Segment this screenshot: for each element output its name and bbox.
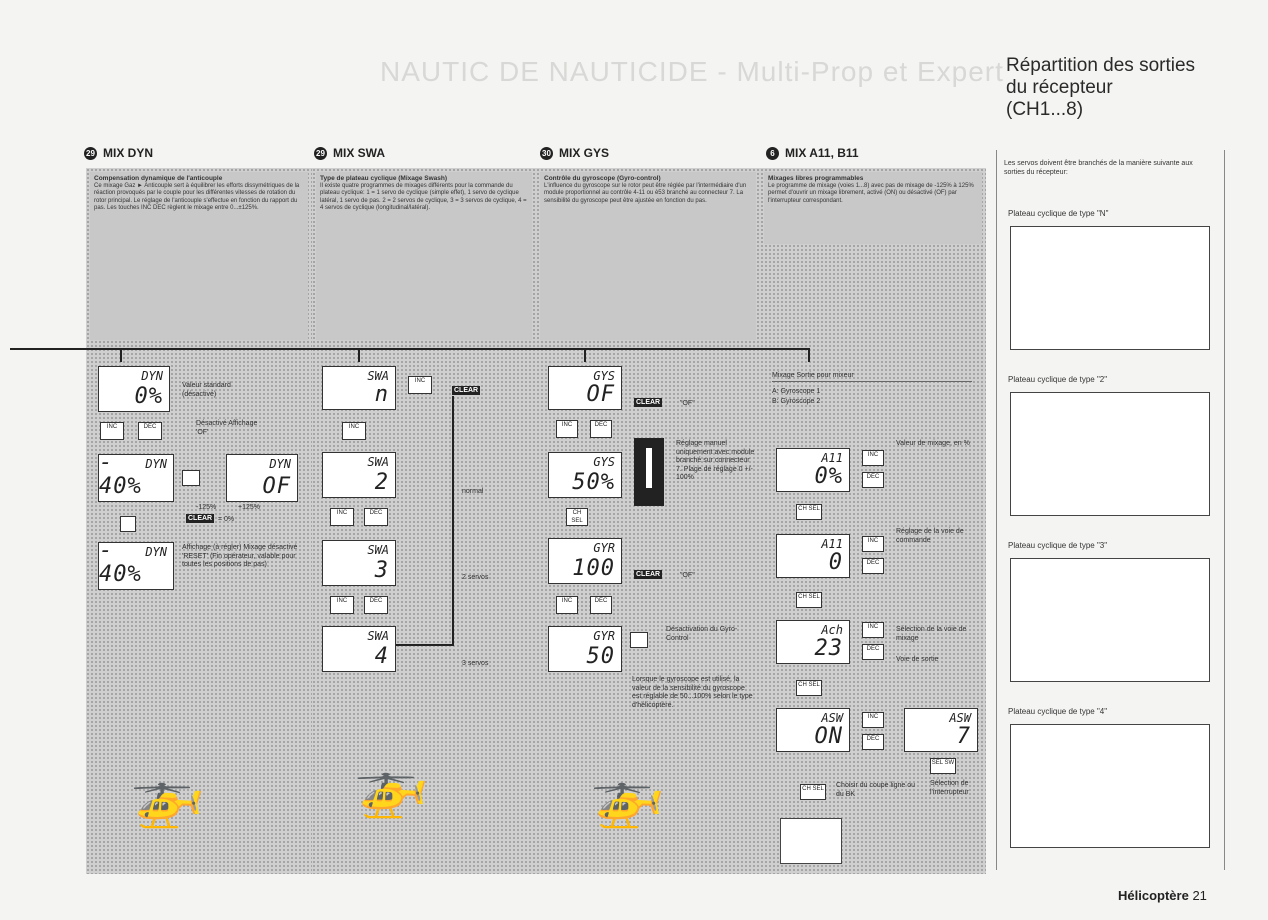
- clear-button[interactable]: CLEAR: [636, 399, 661, 406]
- lcd-label: ASW: [949, 711, 971, 725]
- inc-button[interactable]: INC: [556, 420, 578, 438]
- chsel-button[interactable]: CH SEL: [800, 784, 826, 800]
- inc-button[interactable]: INC: [330, 508, 354, 526]
- note-standard-value: Valeur standard (désactivé): [182, 382, 231, 398]
- inc-button[interactable]: INC: [556, 596, 578, 614]
- dec-button[interactable]: DEC: [862, 558, 884, 574]
- footer-page-number: 21: [1192, 888, 1207, 903]
- sidebar-title: [1006, 55, 1195, 121]
- note-deactivated: Désactivé Affichage 'OF': [196, 420, 258, 436]
- lcd-display-gys-2: [548, 452, 622, 498]
- flow-drop-gys: [584, 348, 586, 362]
- lcd-label: Ach: [821, 623, 843, 637]
- inc-button[interactable]: INC: [862, 712, 884, 728]
- lcd-display-swa-4: [322, 626, 396, 672]
- lcd-value: 4: [374, 644, 389, 669]
- lcd-value: 100: [572, 556, 615, 581]
- lcd-display-a11-3: [776, 620, 850, 664]
- flow-loop-line: [452, 396, 454, 644]
- sidebar-right-border: [1224, 150, 1225, 870]
- column-title: MIX SWA: [333, 146, 386, 160]
- note-2-servos: 2 servos: [462, 574, 489, 581]
- dec-button[interactable]: DEC: [862, 644, 884, 660]
- chsel-button[interactable]: CH SEL: [566, 508, 588, 526]
- lcd-value: 50: [586, 644, 615, 669]
- sidebar-title-line-2: du récepteur: [1006, 77, 1113, 98]
- lcd-label: A11: [821, 451, 843, 465]
- lcd-display-gys-4: [548, 626, 622, 672]
- note-gyro-usage: Lorsque le gyroscope est utilisé, la valeur de la sensibilité du gyroscope est réglable de 50...100% selon le type d'hélicoptère.: [632, 676, 753, 709]
- description-subtitle: Mixages libres programmables: [768, 175, 864, 182]
- lcd-value: OF: [262, 474, 291, 499]
- lcd-label: DYN: [269, 457, 291, 471]
- sidebar-title-line-3: (CH1...8): [1006, 99, 1084, 120]
- flow-drop-dyn: [120, 348, 122, 362]
- lcd-label: GYS: [593, 455, 615, 469]
- inc-button[interactable]: INC: [100, 422, 124, 440]
- lcd-display-swa-1: [322, 366, 396, 410]
- toggle-button[interactable]: [630, 632, 648, 648]
- proportional-slider-module[interactable]: [634, 438, 664, 506]
- plate-type-2-label: Plateau cyclique de type "2": [1008, 375, 1108, 384]
- footer-section: Hélicoptère: [1118, 888, 1189, 903]
- inc-button[interactable]: INC: [342, 422, 366, 440]
- lcd-label: GYS: [593, 369, 615, 383]
- column-header-mix-gys: [540, 146, 609, 160]
- section-number-badge: 29: [84, 147, 97, 160]
- chsel-button[interactable]: CH SEL: [796, 680, 822, 696]
- note-off: "OF": [680, 400, 695, 407]
- description-text: Le programme de mixage (voies 1...8) avec pas de mixage de -125% à 125% permet d'ouvrir un mixage librement, activé (ON) ou désactivé (OF) par l'interrupteur correspondant.: [768, 182, 974, 204]
- inc-button[interactable]: INC: [330, 596, 354, 614]
- toggle-button[interactable]: [182, 470, 200, 486]
- lcd-value: OF: [586, 382, 615, 407]
- plate-type-n-label: Plateau cyclique de type "N": [1008, 209, 1109, 218]
- lcd-display-swa-2: [322, 452, 396, 498]
- flow-main-line: [10, 348, 810, 350]
- lcd-value: n: [374, 382, 389, 407]
- slider-track: [646, 448, 652, 488]
- blank-display: [780, 818, 842, 864]
- description-text: Ce mixage Gaz ► Anticouple sert à équilibrer les efforts dissymétriques de la réaction provoqués par le couple pour les différentes vitesses de rotation du rotor principal. Le réglage de l'anticouple s'effectue en fonction du rapport du pas. Les touches INC DEC règlent le mixage entre 0...±125%.: [94, 182, 300, 211]
- dec-button[interactable]: DEC: [138, 422, 162, 440]
- reset-key-button[interactable]: [120, 516, 136, 532]
- description-subtitle: Compensation dynamique de l'anticouple: [94, 175, 223, 182]
- section-number-badge: 29: [314, 147, 327, 160]
- flow-drop-a11: [808, 348, 810, 362]
- lcd-display-a11-4: [776, 708, 850, 752]
- lcd-display-a11-5: [904, 708, 978, 752]
- lcd-display-dyn-1: [98, 366, 170, 412]
- helicopter-illustration: 🚁: [354, 752, 429, 819]
- lcd-value: ON: [814, 724, 843, 749]
- note-zero-value: = 0%: [218, 516, 235, 523]
- receiver-wiring-diagram-3: [1010, 558, 1210, 682]
- column-title: MIX GYS: [559, 146, 610, 160]
- note-mix-channel: Sélection de la voie de mixage: [896, 626, 967, 642]
- receiver-wiring-diagram-2: [1010, 392, 1210, 516]
- inc-button[interactable]: INC: [862, 536, 884, 552]
- dec-button[interactable]: DEC: [590, 420, 612, 438]
- description-text: Il existe quatre programmes de mixages différents pour la commande du plateau cyclique: 1 = 1 servo de cyclique (simple effet), 1 servo de cyclique latéral, 1 servo de pas. 2 = 2 servos de cyclique, 3 = 3 servos de cyclique, 4 = 4 servos de cyclique (longitudinal/latéral).: [320, 182, 527, 211]
- note-mix-value: Valeur de mixage, en %: [896, 440, 970, 447]
- clear-button[interactable]: CLEAR: [636, 571, 661, 578]
- note-max-value: +125%: [238, 504, 260, 511]
- lcd-value: - 40%: [99, 450, 142, 499]
- lcd-label: SWA: [367, 369, 389, 383]
- lcd-display-dyn-3: [226, 454, 298, 502]
- section-number-badge: 6: [766, 147, 779, 160]
- chsel-button[interactable]: CH SEL: [796, 504, 822, 520]
- sidebar-divider: [996, 150, 997, 870]
- plate-type-3-label: Plateau cyclique de type "3": [1008, 541, 1108, 550]
- sidebar-intro-text: Les servos doivent être branchés de la manière suivante aux sorties du récepteur:: [1004, 160, 1193, 176]
- note-reset-description: Affichage (à régler) Mixage désactivé 'RESET' (Fin opérateur, valable pour toutes les positions de pas): [182, 544, 298, 568]
- plate-type-4-label: Plateau cyclique de type "4": [1008, 707, 1108, 716]
- note-off: "OF": [680, 572, 695, 579]
- lcd-display-dyn-4: [98, 538, 174, 590]
- receiver-wiring-diagram-n: [1010, 226, 1210, 350]
- dec-button[interactable]: DEC: [862, 472, 884, 488]
- lcd-display-a11-2: [776, 534, 850, 578]
- inc-button[interactable]: INC: [862, 622, 884, 638]
- lcd-value: 3: [374, 558, 389, 583]
- lcd-value: 50%: [572, 470, 615, 495]
- lcd-value: 7: [956, 724, 971, 749]
- lcd-label: DYN: [145, 545, 167, 559]
- note-control-channel: Réglage de la voie de commande: [896, 528, 964, 544]
- lcd-value: 2: [374, 470, 389, 495]
- chsel-button[interactable]: CH SEL: [796, 592, 822, 608]
- receiver-wiring-diagram-4: [1010, 724, 1210, 848]
- note-3-servos: 3 servos: [462, 660, 489, 667]
- lcd-display-dyn-2: [98, 450, 174, 502]
- column-title: MIX A11, B11: [785, 146, 859, 160]
- lcd-label: DYN: [141, 369, 163, 383]
- helicopter-illustration: 🚁: [590, 762, 665, 829]
- lcd-value: 0%: [134, 384, 163, 409]
- flow-drop-swa: [358, 348, 360, 362]
- dec-button[interactable]: DEC: [364, 596, 388, 614]
- dec-button[interactable]: DEC: [364, 508, 388, 526]
- lcd-label: GYR: [593, 541, 615, 555]
- lcd-value: 0%: [814, 464, 843, 489]
- column-header-mix-dyn: [84, 146, 153, 160]
- description-subtitle: Type de plateau cyclique (Mixage Swash): [320, 175, 448, 182]
- column-header-mix-swa: [314, 146, 385, 160]
- lcd-label: ASW: [821, 711, 843, 725]
- clear-button[interactable]: CLEAR: [188, 515, 213, 522]
- lcd-label: GYR: [593, 629, 615, 643]
- page-header-title: NAUTIC DE NAUTICIDE - Multi-Prop et Expert: [380, 56, 1004, 87]
- description-mix-gys: [540, 172, 756, 340]
- note-output-channel: Voie de sortie: [896, 656, 939, 663]
- description-mix-swa: [316, 172, 532, 340]
- description-subtitle: Contrôle du gyroscope (Gyro-control): [544, 175, 661, 182]
- lcd-display-gys-1: [548, 366, 622, 410]
- description-mix-dyn: [90, 172, 308, 340]
- selsw-button[interactable]: SEL SW: [930, 758, 956, 774]
- lcd-label: SWA: [367, 455, 389, 469]
- flow-loop-return: [396, 644, 454, 646]
- sidebar-title-line-1: Répartition des sorties: [1006, 55, 1196, 76]
- note-manual-setting: Réglage manuel uniquement avec module branché sur connecteur 7. Plage de réglage 0 +/- 100%: [676, 440, 755, 481]
- helicopter-illustration: 🚁: [130, 762, 205, 829]
- clear-button[interactable]: CLEAR: [454, 387, 479, 394]
- column-header-mix-a11-b11: [766, 146, 859, 160]
- note-normal: normal: [462, 488, 484, 495]
- lcd-label: DYN: [145, 457, 167, 471]
- note-min-value: -125%: [196, 504, 217, 511]
- lcd-value: - 40%: [99, 538, 142, 587]
- note-gyro-off: Désactivation du Gyro-Control: [666, 626, 738, 642]
- lcd-value: 0: [828, 550, 843, 575]
- section-number-badge: 30: [540, 147, 553, 160]
- lcd-label: SWA: [367, 543, 389, 557]
- lcd-display-swa-3: [322, 540, 396, 586]
- inc-button[interactable]: INC: [862, 450, 884, 466]
- column-title: MIX DYN: [103, 146, 154, 160]
- lcd-display-gys-3: [548, 538, 622, 584]
- note-switch: Sélection de l'interrupteur: [930, 780, 969, 796]
- lcd-label: SWA: [367, 629, 389, 643]
- description-mix-a11: [764, 172, 982, 244]
- dec-button[interactable]: DEC: [590, 596, 612, 614]
- inc-button[interactable]: INC: [408, 376, 432, 394]
- table-row-b: B: Gyroscope 2: [772, 398, 821, 405]
- table-header-mixage: Mixage Sortie pour mixeur: [772, 372, 972, 382]
- page-footer: [1118, 888, 1207, 903]
- table-row-a: A: Gyroscope 1: [772, 388, 821, 395]
- lcd-value: 23: [814, 636, 843, 661]
- lcd-display-a11-1: [776, 448, 850, 492]
- dec-button[interactable]: DEC: [862, 734, 884, 750]
- lcd-label: A11: [821, 537, 843, 551]
- description-text: L'influence du gyroscope sur le rotor peut être réglée par l'intermédiaire d'un module proportionnel au contrôle 4-11 ou è53 branché au connecteur 7. La sensibilité du gyroscope peut être ajustée en fonction du pas.: [544, 182, 747, 204]
- note-line-cut: Choisir du coupe ligne ou du BK: [836, 782, 915, 798]
